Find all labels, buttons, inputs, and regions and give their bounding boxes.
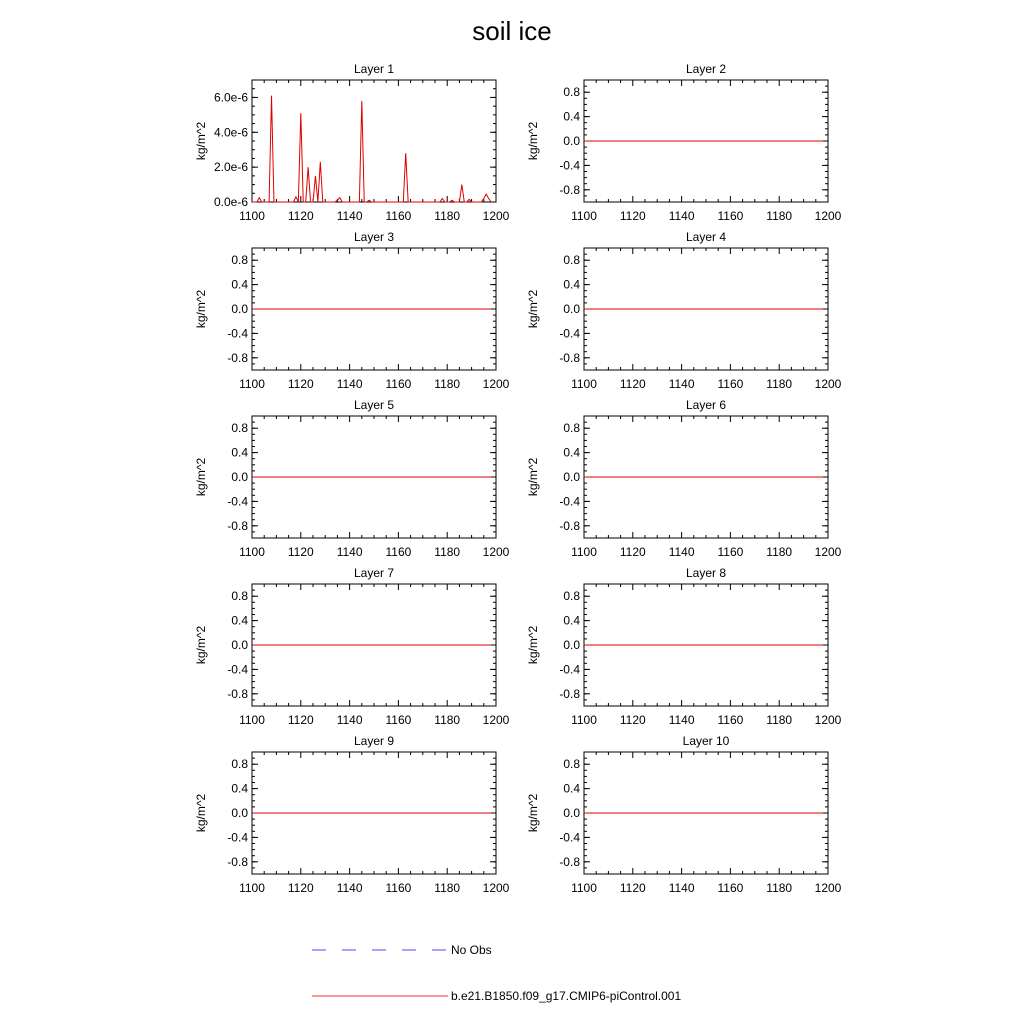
panel-title: Layer 6 xyxy=(685,398,727,412)
y-tick-label: 0.0 xyxy=(231,806,248,820)
panel-1 xyxy=(194,62,510,223)
panel-title: Layer 3 xyxy=(353,230,395,244)
y-axis-label: kg/m^2 xyxy=(526,121,540,161)
x-tick-label: 1160 xyxy=(385,545,412,559)
x-tick-label: 1160 xyxy=(717,545,744,559)
panel-title: Layer 9 xyxy=(353,734,395,748)
y-tick-label: 0.4 xyxy=(231,781,248,796)
y-tick-label: -0.8 xyxy=(559,182,580,197)
x-tick-label: 1200 xyxy=(482,377,510,391)
x-tick-label: 1100 xyxy=(239,713,265,727)
x-tick-label: 1200 xyxy=(482,713,510,727)
y-axis-label: kg/m^2 xyxy=(194,625,208,665)
x-tick-label: 1120 xyxy=(287,545,314,559)
y-tick-label: -0.4 xyxy=(559,662,580,677)
y-tick-label: 2.0e-6 xyxy=(213,160,248,175)
x-tick-label: 1120 xyxy=(619,881,646,895)
panel-2 xyxy=(526,62,842,223)
y-axis-label: kg/m^2 xyxy=(194,793,208,833)
x-tick-label: 1160 xyxy=(385,377,412,391)
x-tick-label: 1180 xyxy=(434,713,461,727)
x-tick-label: 1200 xyxy=(482,209,510,223)
x-tick-label: 1200 xyxy=(814,545,842,559)
panel-title: Layer 4 xyxy=(685,230,727,244)
x-tick-label: 1180 xyxy=(766,545,793,559)
x-tick-label: 1120 xyxy=(619,713,646,727)
y-tick-label: 0.8 xyxy=(563,589,580,604)
y-tick-label: -0.8 xyxy=(559,686,580,701)
x-tick-label: 1100 xyxy=(239,545,265,559)
x-tick-label: 1140 xyxy=(336,209,363,223)
y-tick-label: 0.8 xyxy=(231,757,248,772)
x-tick-label: 1120 xyxy=(619,545,646,559)
figure-title: soil ice xyxy=(472,16,552,46)
panel-title: Layer 8 xyxy=(685,566,727,580)
x-tick-label: 1160 xyxy=(385,881,412,895)
x-tick-label: 1140 xyxy=(668,713,695,727)
y-tick-label: -0.4 xyxy=(559,326,580,341)
x-tick-label: 1140 xyxy=(668,209,695,223)
x-tick-label: 1140 xyxy=(668,881,695,895)
plot-frame xyxy=(252,80,496,202)
y-tick-label: 0.8 xyxy=(231,253,248,268)
y-tick-label: 0.0 xyxy=(231,470,248,484)
y-tick-label: 0.4 xyxy=(231,445,248,460)
y-tick-label: -0.8 xyxy=(227,686,248,701)
x-tick-label: 1100 xyxy=(571,881,597,895)
x-tick-label: 1200 xyxy=(482,881,510,895)
x-tick-label: 1120 xyxy=(287,713,314,727)
panel-4 xyxy=(526,230,842,391)
panel-title: Layer 10 xyxy=(682,734,730,748)
y-tick-label: 0.0 xyxy=(231,638,248,652)
legend-model-label: b.e21.B1850.f09_g17.CMIP6-piControl.001 xyxy=(451,989,682,1003)
y-axis-label: kg/m^2 xyxy=(194,457,208,497)
panel-7 xyxy=(194,566,510,727)
x-tick-label: 1100 xyxy=(239,209,265,223)
y-tick-label: -0.4 xyxy=(227,662,248,677)
x-tick-label: 1200 xyxy=(814,713,842,727)
y-tick-label: 0.8 xyxy=(231,589,248,604)
x-tick-label: 1100 xyxy=(239,377,265,391)
x-tick-label: 1120 xyxy=(287,377,314,391)
series-line xyxy=(252,96,491,202)
x-tick-label: 1120 xyxy=(287,209,314,223)
y-tick-label: 0.0 xyxy=(563,134,580,148)
y-tick-label: 0.4 xyxy=(231,277,248,292)
panel-10 xyxy=(526,734,842,895)
x-tick-label: 1160 xyxy=(385,713,412,727)
y-tick-label: -0.4 xyxy=(227,494,248,509)
y-tick-label: 0.4 xyxy=(231,613,248,628)
y-tick-label: 0.0 xyxy=(563,638,580,652)
y-tick-label: 0.4 xyxy=(563,781,580,796)
y-tick-label: -0.4 xyxy=(227,830,248,845)
y-axis-label: kg/m^2 xyxy=(526,793,540,833)
panel-9 xyxy=(194,734,510,895)
panel-title: Layer 5 xyxy=(353,398,395,412)
y-tick-label: 0.0 xyxy=(563,470,580,484)
y-tick-label: 0.4 xyxy=(563,613,580,628)
x-tick-label: 1160 xyxy=(717,713,744,727)
x-tick-label: 1100 xyxy=(571,545,597,559)
y-tick-label: -0.4 xyxy=(559,830,580,845)
x-tick-label: 1180 xyxy=(766,377,793,391)
y-axis-label: kg/m^2 xyxy=(194,121,208,161)
y-tick-label: -0.4 xyxy=(227,326,248,341)
y-tick-label: 0.0e-6 xyxy=(213,195,248,209)
y-tick-label: -0.8 xyxy=(559,350,580,365)
y-tick-label: -0.4 xyxy=(559,494,580,509)
x-tick-label: 1200 xyxy=(814,209,842,223)
legend xyxy=(312,943,681,1003)
y-tick-label: 0.8 xyxy=(563,85,580,100)
y-tick-label: 0.4 xyxy=(563,277,580,292)
x-tick-label: 1140 xyxy=(668,545,695,559)
x-tick-label: 1180 xyxy=(434,377,461,391)
y-tick-label: -0.8 xyxy=(559,854,580,869)
y-tick-label: 6.0e-6 xyxy=(213,90,248,105)
y-tick-label: 0.4 xyxy=(563,109,580,124)
panel-title: Layer 1 xyxy=(353,62,395,76)
x-tick-label: 1180 xyxy=(766,209,793,223)
legend-no-obs-label: No Obs xyxy=(451,943,492,957)
y-axis-label: kg/m^2 xyxy=(526,289,540,329)
panel-6 xyxy=(526,398,842,559)
x-tick-label: 1140 xyxy=(668,377,695,391)
y-tick-label: 0.8 xyxy=(563,757,580,772)
x-tick-label: 1160 xyxy=(717,377,744,391)
y-axis-label: kg/m^2 xyxy=(526,625,540,665)
y-tick-label: 0.0 xyxy=(563,806,580,820)
y-tick-label: 4.0e-6 xyxy=(213,125,248,140)
x-tick-label: 1140 xyxy=(336,377,363,391)
x-tick-label: 1160 xyxy=(385,209,412,223)
x-tick-label: 1120 xyxy=(619,209,646,223)
x-tick-label: 1180 xyxy=(434,209,461,223)
y-tick-label: -0.8 xyxy=(559,518,580,533)
y-tick-label: -0.8 xyxy=(227,350,248,365)
panel-3 xyxy=(194,230,510,391)
y-tick-label: 0.0 xyxy=(231,302,248,316)
y-tick-label: 0.8 xyxy=(563,421,580,436)
y-axis-label: kg/m^2 xyxy=(526,457,540,497)
x-tick-label: 1100 xyxy=(571,713,597,727)
y-tick-label: 0.4 xyxy=(563,445,580,460)
panel-title: Layer 7 xyxy=(353,566,395,580)
x-tick-label: 1100 xyxy=(571,377,597,391)
x-tick-label: 1140 xyxy=(336,545,363,559)
x-tick-label: 1140 xyxy=(336,713,363,727)
x-tick-label: 1160 xyxy=(717,209,744,223)
y-axis-label: kg/m^2 xyxy=(194,289,208,329)
x-tick-label: 1200 xyxy=(482,545,510,559)
x-tick-label: 1140 xyxy=(336,881,363,895)
y-tick-label: -0.8 xyxy=(227,854,248,869)
x-tick-label: 1180 xyxy=(766,713,793,727)
x-tick-label: 1180 xyxy=(434,881,461,895)
x-tick-label: 1180 xyxy=(434,545,461,559)
x-tick-label: 1180 xyxy=(766,881,793,895)
y-tick-label: 0.8 xyxy=(563,253,580,268)
y-tick-label: 0.8 xyxy=(231,421,248,436)
x-tick-label: 1100 xyxy=(571,209,597,223)
x-tick-label: 1200 xyxy=(814,377,842,391)
x-tick-label: 1200 xyxy=(814,881,842,895)
panel-5 xyxy=(194,398,510,559)
x-tick-label: 1100 xyxy=(239,881,265,895)
x-tick-label: 1120 xyxy=(287,881,314,895)
y-tick-label: -0.8 xyxy=(227,518,248,533)
y-tick-label: -0.4 xyxy=(559,158,580,173)
y-tick-label: 0.0 xyxy=(563,302,580,316)
panel-8 xyxy=(526,566,842,727)
panel-title: Layer 2 xyxy=(685,62,727,76)
x-tick-label: 1160 xyxy=(717,881,744,895)
x-tick-label: 1120 xyxy=(619,377,646,391)
